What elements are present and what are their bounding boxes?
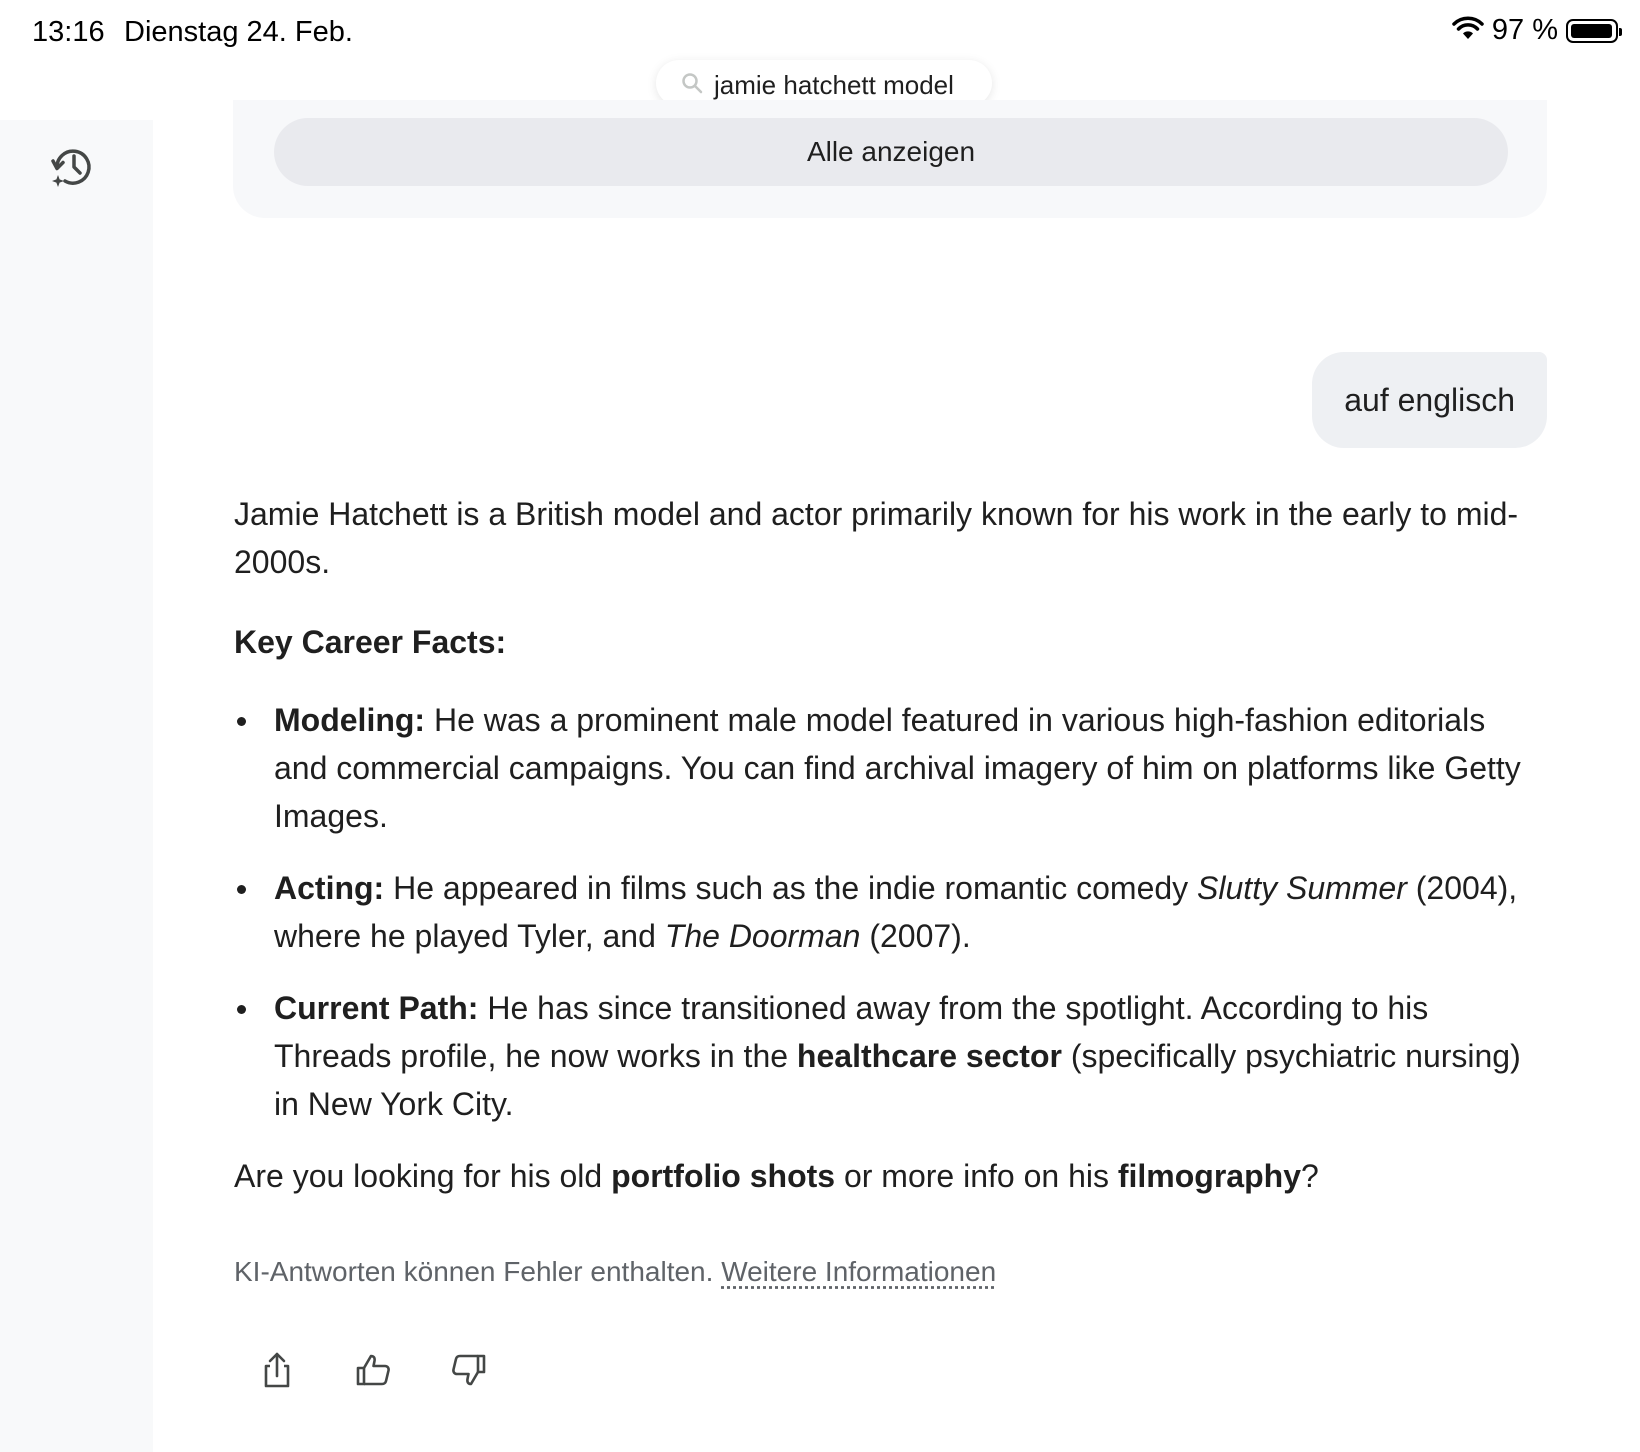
battery-percent: 97 % (1491, 14, 1558, 46)
closing-text: ? (1300, 1158, 1319, 1194)
bullet-label: Modeling: (274, 702, 426, 738)
status-time: 13:16 (32, 16, 105, 48)
bullet-label: Acting: (274, 870, 385, 906)
bullet-label: Current Path: (274, 990, 479, 1026)
list-item-modeling (274, 696, 1534, 840)
feedback-actions (258, 1350, 488, 1390)
search-icon (680, 71, 704, 100)
sidebar (0, 120, 153, 1452)
list-item-current-path (274, 984, 1534, 1128)
closing-emphasis: filmography (1117, 1158, 1301, 1194)
bullet-text: He was a prominent male model featured in various high-fashion editorials and commercial campaigns. You can find archival imagery of him on platforms like Getty Images. (274, 702, 1521, 834)
user-message-bubble: auf englisch (1312, 352, 1547, 448)
bullet-text: (specifically psychiatric nursing) in New York City. (274, 1038, 1521, 1122)
wifi-icon (1452, 15, 1484, 46)
status-date: Dienstag 24. Feb. (124, 16, 353, 48)
bullet-text: He appeared in films such as the indie romantic comedy (384, 870, 1198, 906)
answer-heading: Key Career Facts: (234, 624, 507, 660)
history-icon (48, 177, 96, 194)
status-indicators (1452, 14, 1618, 47)
battery-tip (1619, 28, 1622, 36)
film-title: The Doorman (664, 918, 861, 954)
ai-answer (234, 490, 1534, 1200)
answer-intro: Jamie Hatchett is a British model and actor primarily known for his work in the early to mid-2000s. (234, 496, 1519, 580)
share-button[interactable] (258, 1350, 296, 1390)
bullet-text: (2007). (860, 918, 971, 954)
search-query-text: jamie hatchett model (714, 70, 954, 100)
film-title: Slutty Summer (1197, 870, 1407, 906)
share-icon (258, 1377, 296, 1394)
closing-text: Are you looking for his old (234, 1158, 612, 1194)
bullet-emphasis: healthcare sector (796, 1038, 1062, 1074)
career-facts-list (234, 696, 1534, 1128)
list-item-acting (274, 864, 1534, 960)
battery-fill (1571, 24, 1612, 38)
show-all-button[interactable]: Alle anzeigen (274, 118, 1508, 186)
thumbs-down-button[interactable] (450, 1350, 488, 1390)
thumbs-down-icon (450, 1377, 488, 1394)
closing-text: or more info on his (835, 1158, 1118, 1194)
disclaimer-text: KI-Antworten können Fehler enthalten. (234, 1256, 722, 1287)
battery-icon (1566, 19, 1618, 43)
bullet-text: He has since transitioned away from the spotlight. According to his Threads profile, he now works in the (274, 990, 1429, 1074)
ai-disclaimer (234, 1256, 996, 1288)
status-bar (0, 0, 1640, 64)
answer-closing (234, 1152, 1534, 1200)
closing-emphasis: portfolio shots (611, 1158, 836, 1194)
bullet-text: (2004), where he played Tyler, and (274, 870, 1518, 954)
history-button[interactable] (48, 142, 96, 190)
more-info-link[interactable]: Weitere Informationen (721, 1256, 997, 1287)
thumbs-up-button[interactable] (354, 1350, 392, 1390)
thumbs-up-icon (354, 1377, 392, 1394)
